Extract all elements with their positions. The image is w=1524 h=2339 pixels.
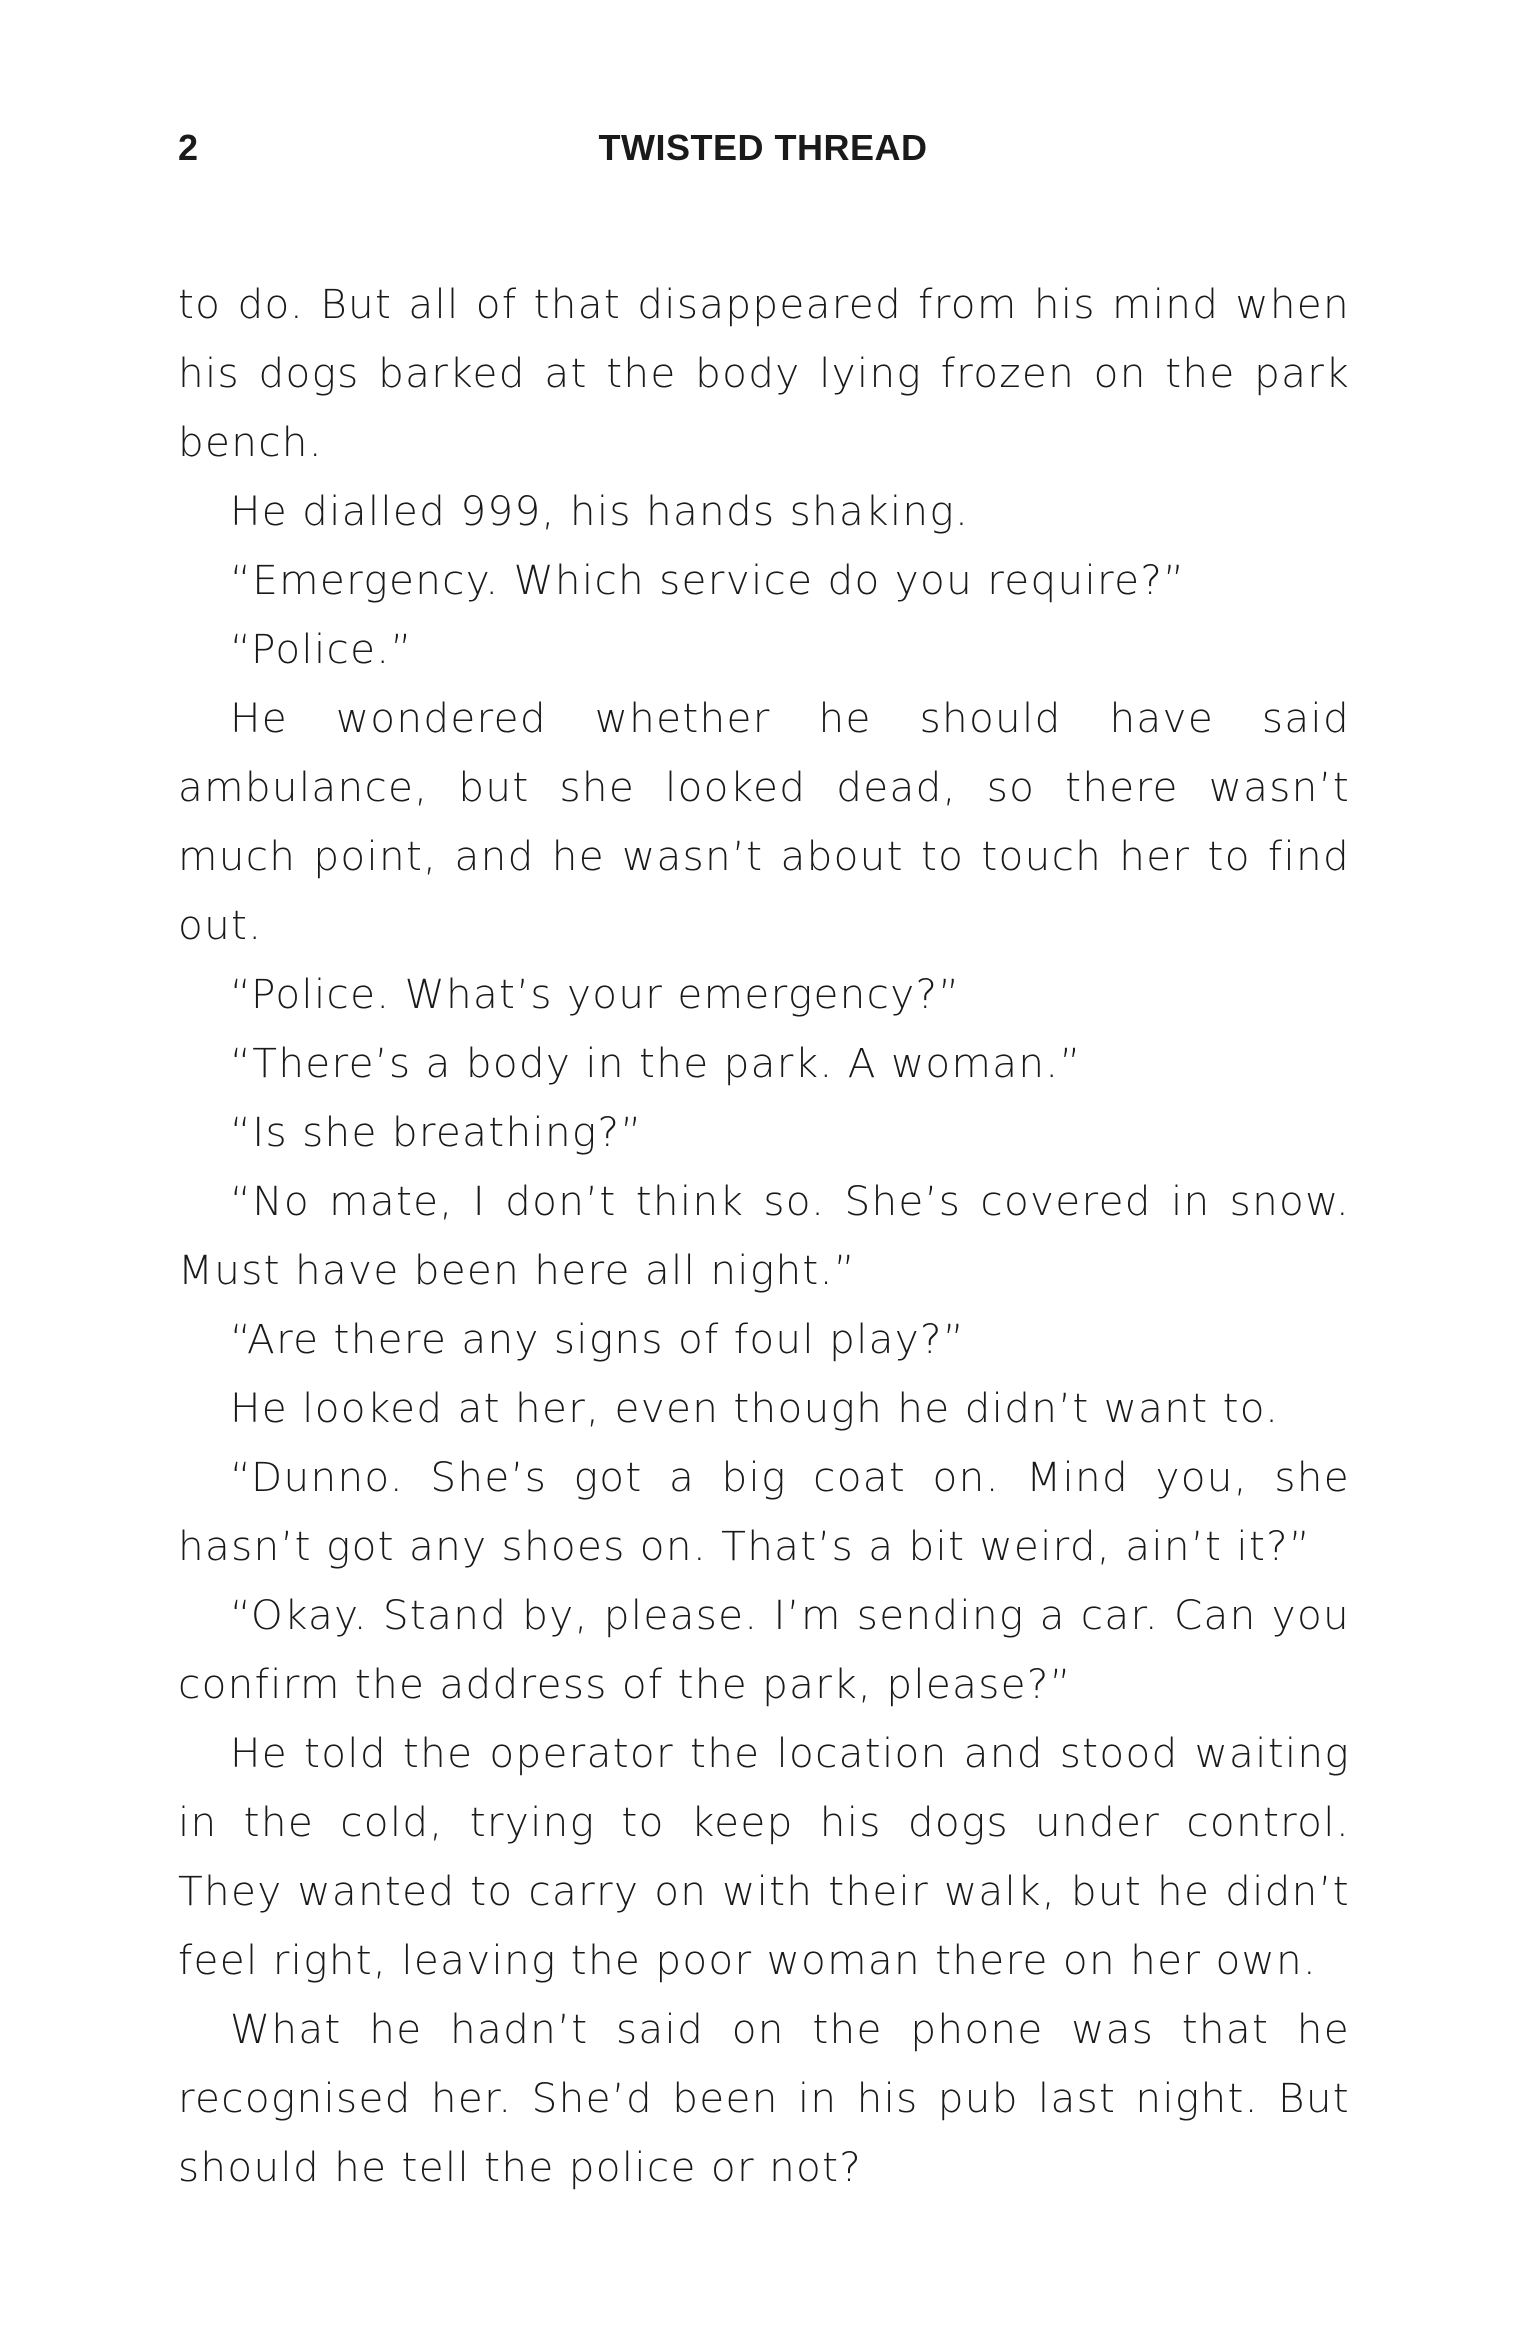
paragraph: to do. But all of that disappeared from his mind when his dogs barked at the body lying frozen on the park bench.: [178, 280, 1350, 466]
paragraph: “Okay. Stand by, please. I’m sending a car. Can you confirm the address of the park, please?”: [178, 1591, 1350, 1708]
paragraph: “No mate, I don’t think so. She’s covered in snow. Must have been here all night.”: [178, 1177, 1350, 1294]
paragraph: He told the operator the location and stood waiting in the cold, trying to keep his dogs under control. They wanted to carry on with their walk, but he didn’t feel right, leaving the poor woman there on her own.: [178, 1729, 1350, 1984]
paragraph: “Dunno. She’s got a big coat on. Mind you, she hasn’t got any shoes on. That’s a bit weird, ain’t it?”: [178, 1453, 1350, 1570]
page-number: 2: [178, 127, 199, 168]
book-title: TWISTED THREAD: [598, 127, 928, 168]
paragraph: He looked at her, even though he didn’t want to.: [230, 1384, 1280, 1432]
paragraph: “Is she breathing?”: [230, 1108, 643, 1156]
running-head: [178, 126, 1348, 170]
paragraph: “Police. What’s your emergency?”: [230, 970, 961, 1018]
paragraph: “Police.”: [230, 625, 413, 673]
paragraph: He dialled 999, his hands shaking.: [230, 487, 970, 535]
paragraph: “There’s a body in the park. A woman.”: [230, 1039, 1082, 1087]
paragraph: “Are there any signs of foul play?”: [230, 1315, 966, 1363]
paragraph: “Emergency. Which service do you require?”: [230, 556, 1186, 604]
paragraph: What he hadn’t said on the phone was that he recognised her. She’d been in his pub last night. But should he tell the police or not?: [178, 2005, 1350, 2191]
paragraph: He wondered whether he should have said ambulance, but she looked dead, so there wasn’t much point, and he wasn’t about to touch her to find out.: [178, 694, 1350, 949]
body-text: [178, 270, 1350, 2202]
